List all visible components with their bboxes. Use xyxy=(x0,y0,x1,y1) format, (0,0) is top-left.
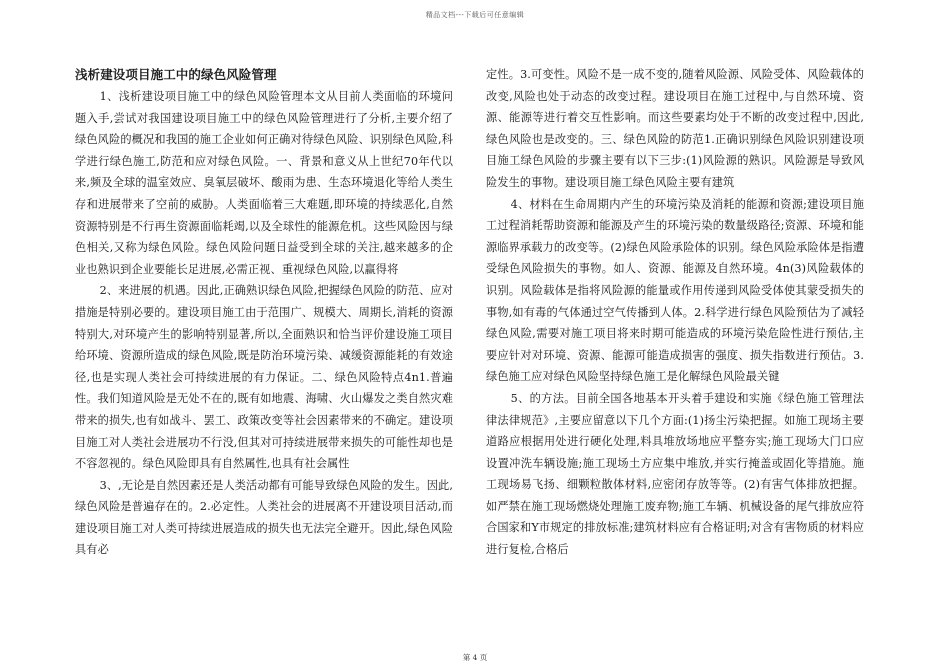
page-number: 第 4 页 xyxy=(462,653,488,662)
right-column xyxy=(486,64,864,561)
paragraph-4: 4、材料在生命周期内产生的环境污染及消耗的能源和资源;建设项目施工过程消耗帮助资源和能源及产生的环境污染的数量级路径;资源、环境和能源临界承载力的改变等。(2)绿色风险承险体的识别。绿色风险承险体是指遭受绿色风险损失的事物。如人、资源、能源及自然环境。4n(3)风险载体的识别。风险载体是指将风险源的能量或作用传递到风险受体使其蒙受损失的事物,如有毒的气体通过空气传播到人体。2.科学进行绿色风险预估为了减轻绿色风险,需要对施工项目将来时期可能造成的环境污染危险性进行预估,主要应针对对环境、资源、能源可能造成损害的强度、损失指数进行预估。3.绿色施工应对绿色风险坚持绿色施工是化解绿色风险最关键 xyxy=(486,197,864,384)
paragraph-1: 1、浅析建设项目施工中的绿色风险管理本文从目前人类面临的环境问题入手,尝试对我国建设项目施工中的绿色风险管理进行了分析,主要介绍了绿色风险的概况和我国的施工企业如何正确对待绿色风险、识别绿色风险,科学进行绿色施工,防范和应对绿色风险。一、背景和意义从上世纪70年代以来,频及全球的温室效应、臭氧层破坏、酸雨为患、生态环境退化等给人类生存和进展带来了空前的威胁。人类面临着三大难题,即环境的持续恶化,自然资源特别是不行再生资源面临耗竭,以及全球性的能源危机。这些风险因与绿色相关,又称为绿色风险。绿色风险问题日益受到全球的关注,越来越多的企业也熟识到企业要能长足进展,必需正视、重视绿色风险,以赢得将 xyxy=(75,90,453,276)
document-title: 浅析建设项目施工中的绿色风险管理 xyxy=(75,67,277,82)
paragraph-5: 5、的方法。目前全国各地基本开头着手建设和实施《绿色施工管理法律法律规范》,主要应留意以下几个方面:(1)扬尘污染把握。如施工现场主要道路应根据用处进行硬化处理,料具堆放场地应平整夯实;施工现场大门口应设置冲洗车辆设施;施工现场土方应集中堆放,并实行掩盖或固化等措施。施工现场易飞扬、细颗粒散体材料,应密闭存放等等。(2)有害气体排放把握。如严禁在施工现场燃烧处理施工废弃物;施工车辆、机械设备的尾气排放应符合国家和Y市规定的排放标准;建筑材料应有合格证明;对含有害物质的材料应进行复检,合格后 xyxy=(486,391,864,557)
paragraph-3: 3、,无论是自然因素还是人类活动都有可能导致绿色风险的发生。因此,绿色风险是普遍存在的。2.必定性。人类社会的进展离不开建设项目活动,而建设项目施工对人类可持续进展造成的损失也无法完全避开。因此,绿色风险具有必 xyxy=(75,478,453,557)
page-header: 精品文档---下载后可任意编辑 xyxy=(425,11,525,19)
left-column xyxy=(75,64,453,561)
paragraph-2: 2、来进展的机遇。因此,正确熟识绿色风险,把握绿色风险的防范、应对措施是特别必要的。建设项目施工由于范围广、规模大、周期长,消耗的资源特别大,对环境产生的影响特别显著,所以,全面熟识和恰当评价建设施工项目给环境、资源所造成的绿色风险,既是防治环境污染、减缓资源能耗的有效途径,也是实现人类社会可持续进展的有力保证。二、绿色风险特点4n1.普遍性。我们知道风险是无处不在的,既有如地震、海啸、火山爆发之类自然灾难带来的损失,也有如战斗、罢工、政策改变等社会因素带来的不确定。建设项目施工对人类社会进展功不行没,但其对可持续进展带来损失的可能性却也是不容忽视的。绿色风险即具有自然属性,也具有社会属性 xyxy=(75,284,453,471)
paragraph-3-continued: 定性。3.可变性。风险不是一成不变的,随着风险源、风险受体、风险载体的改变,风险也处于动态的改变过程。建设项目在施工过程中,与自然环境、资源、能源等进行着交互性影响。而这些要素均处于不断的改变过程中,因此,绿色风险也是改变的。三、绿色风险的防范1.正确识别绿色风险识别建设项目施工绿色风险的步骤主要有以下三步:(1)风险源的熟识。风险源是导致风险发生的事物。建设项目施工绿色风险主要有建筑 xyxy=(486,68,864,189)
